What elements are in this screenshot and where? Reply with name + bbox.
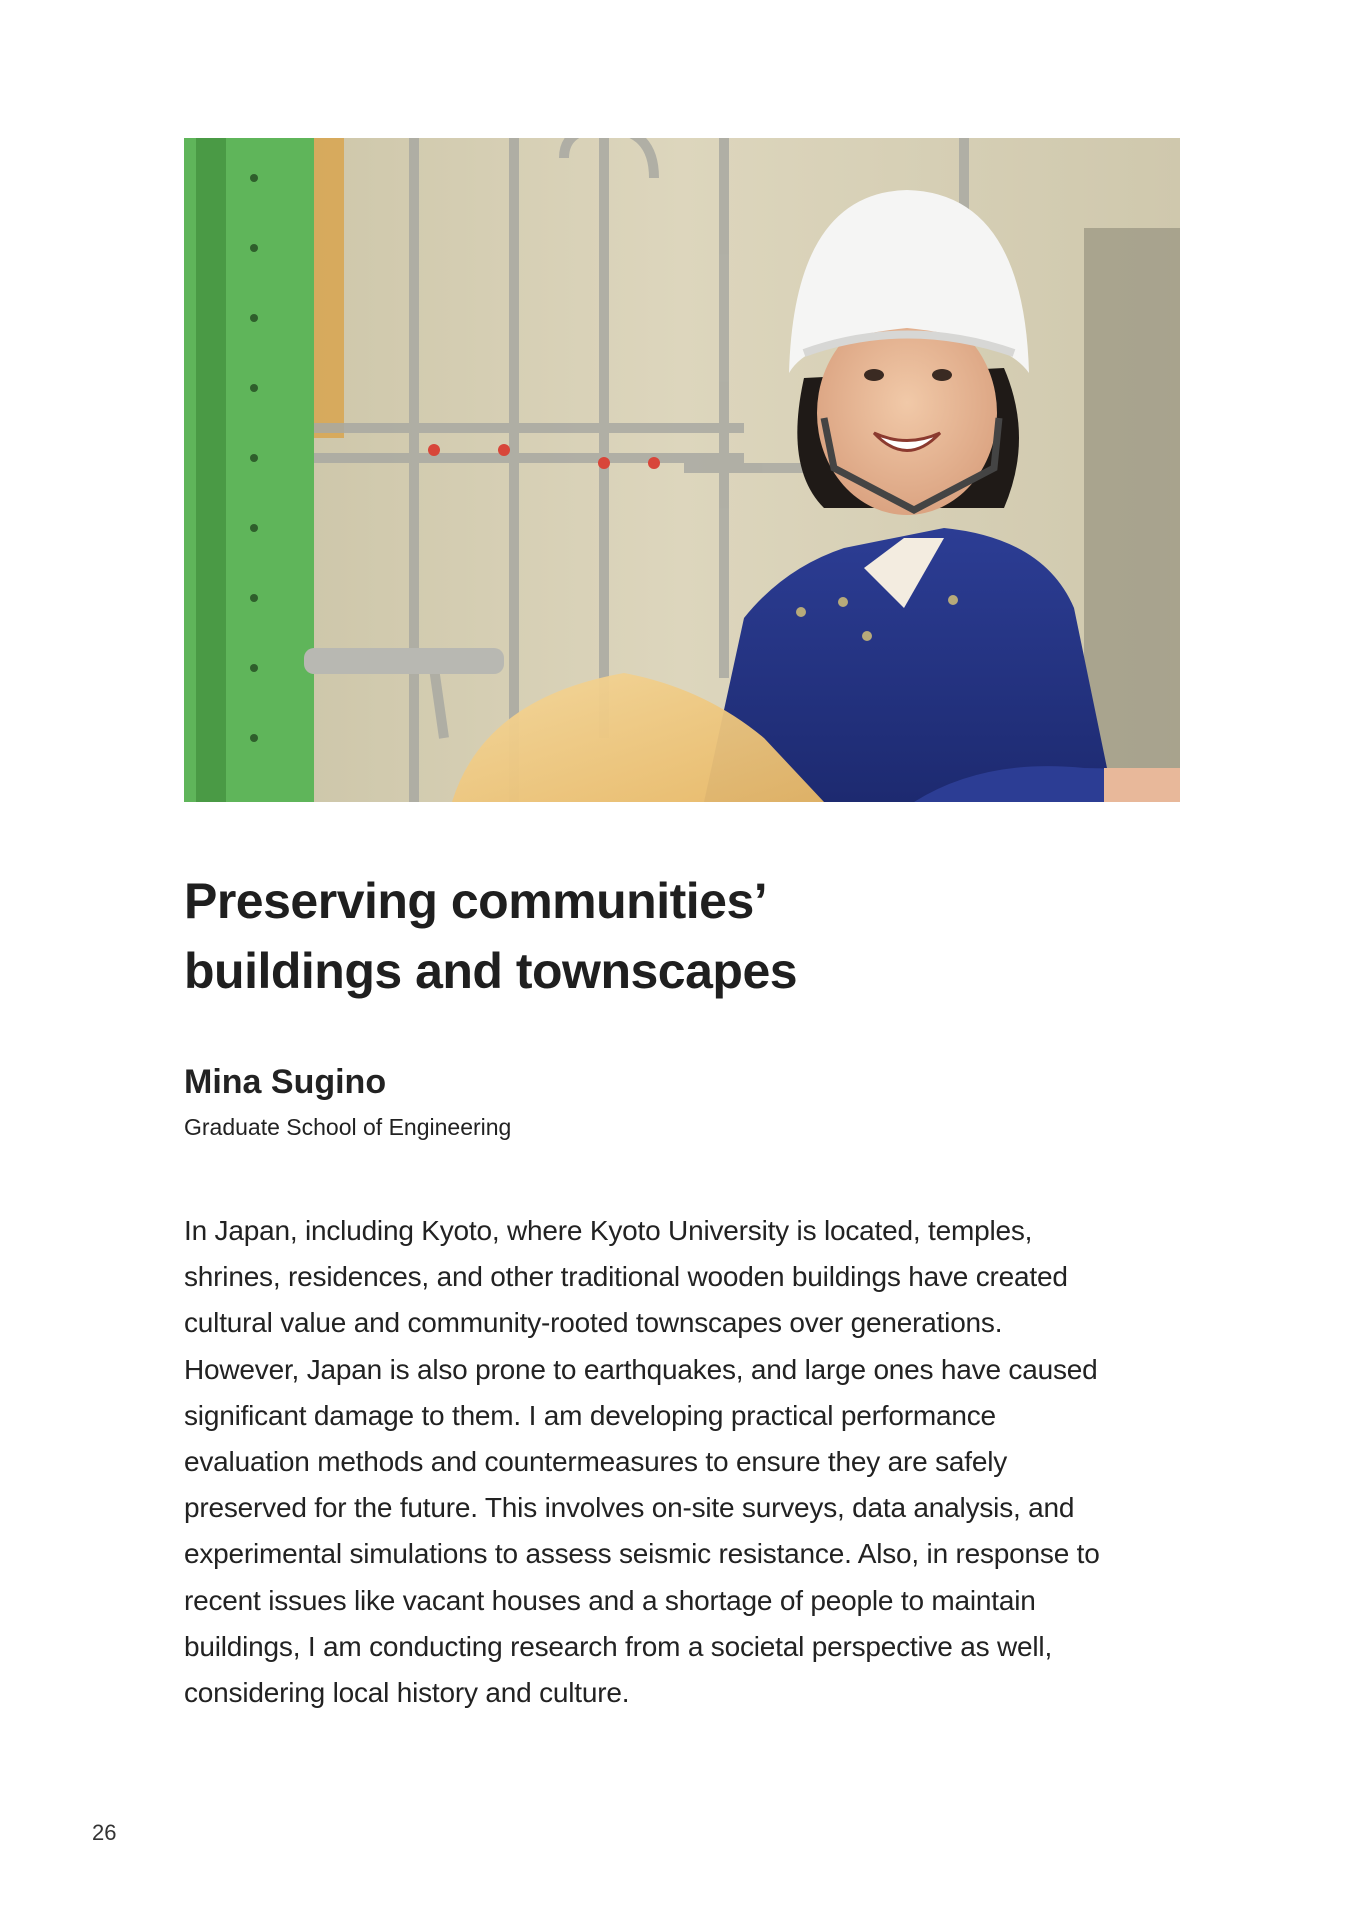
title-line: Preserving communities’	[184, 873, 768, 929]
body-line: buildings, I am conducting research from a societal perspective as well,	[184, 1630, 1053, 1662]
body-line: preserved for the future. This involves on-site surveys, data analysis, and	[184, 1492, 1075, 1524]
author-affiliation: Graduate School of Engineering	[184, 1114, 512, 1140]
body-line: recent issues like vacant houses and a shortage of people to maintain	[184, 1584, 1036, 1616]
body-line: considering local history and culture.	[184, 1677, 630, 1709]
body-line: evaluation methods and countermeasures to ensure they are safely	[184, 1446, 1008, 1478]
body-line: experimental simulations to assess seismic resistance. Also, in response to	[184, 1538, 1100, 1570]
page-number: 26	[92, 1820, 117, 1845]
body-line: However, Japan is also prone to earthquakes, and large ones have caused	[184, 1353, 1098, 1385]
title-line: buildings and townscapes	[184, 943, 798, 999]
body-line: significant damage to them. I am developing practical performance	[184, 1399, 996, 1431]
article-title	[184, 866, 1184, 1006]
article-body	[184, 1208, 1194, 1716]
body-line: shrines, residences, and other traditional wooden buildings have created	[184, 1261, 1068, 1293]
body-line: cultural value and community-rooted townscapes over generations.	[184, 1307, 1003, 1339]
author-name: Mina Sugino	[184, 1063, 387, 1101]
researcher-photo	[184, 138, 1180, 802]
body-line: In Japan, including Kyoto, where Kyoto University is located, temples,	[184, 1215, 1033, 1246]
